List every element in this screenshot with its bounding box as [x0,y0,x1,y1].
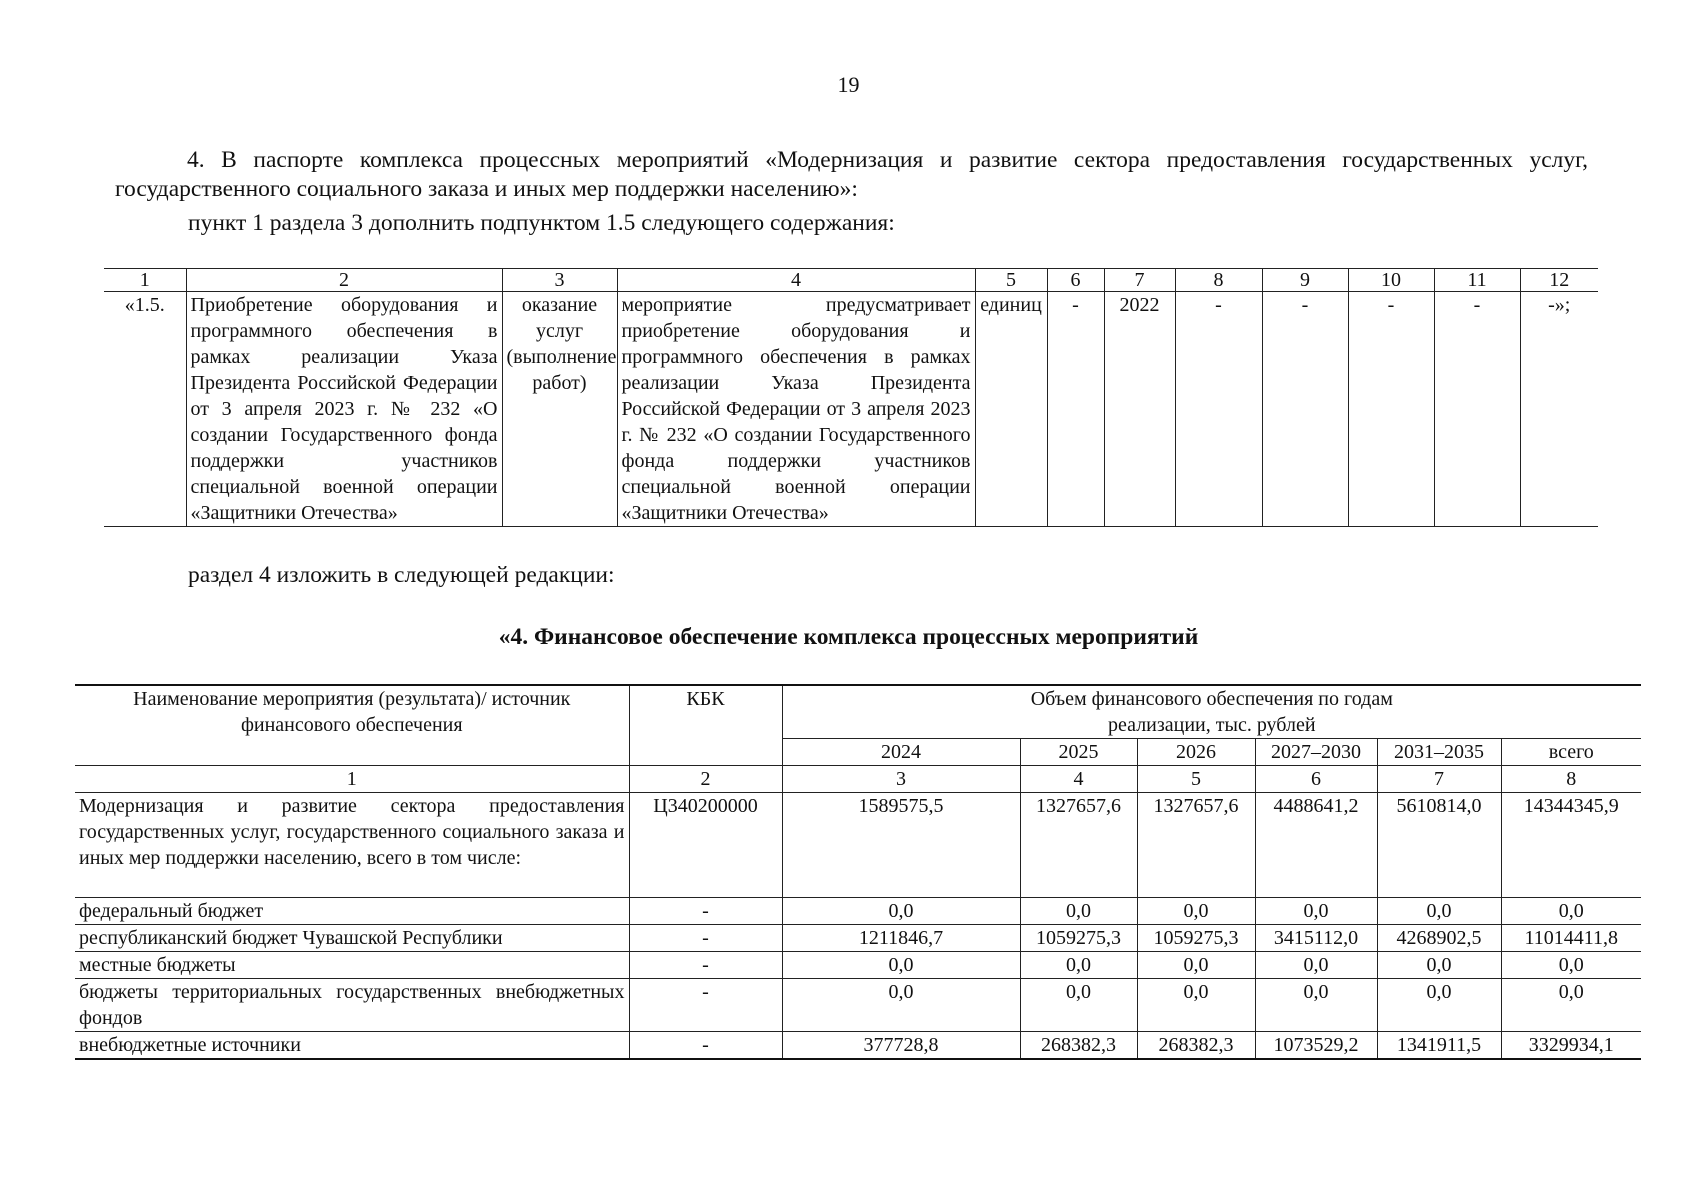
row-value: 268382,3 [1020,1032,1137,1060]
row-value: 0,0 [1020,952,1137,979]
subpoint-description: мероприятие предусматривает приобретение оборудования и программного обеспечения в рамках реализации Указа Президента Российской Федерации от 3 апреля 2023 г. № 232 «О создании Государственного фонда поддержки участников специальной военной операции «Защитники Отечества» [617,292,975,527]
row-value: 1327657,6 [1137,793,1255,898]
row-value: 0,0 [1020,979,1137,1032]
subpoint-table-header-row [104,269,1598,292]
row-name: Модернизация и развитие сектора предоставления государственных услуг, государственного социального заказа и иных мер поддержки населению, всего в том числе: [75,793,629,898]
financing-row-republican [75,925,1641,952]
header-year: 2027–2030 [1255,739,1377,766]
section-title: «4. Финансовое обеспечение комплекса процессных мероприятий [498,624,1199,650]
row-value: 1073529,2 [1255,1032,1377,1060]
row-value: 1341911,5 [1377,1032,1501,1060]
paragraph-amendment-intro: 4. В паспорте комплекса процессных мероприятий «Модернизация и развитие сектора предоставления государственных услуг, государственного социального заказа и иных мер поддержки населению»: [115,147,1588,202]
subpoint-cell: - [1262,292,1348,527]
header-year: 2025 [1020,739,1137,766]
paragraph-section-instruction: раздел 4 изложить в следующей редакции: [188,562,615,588]
row-value: 0,0 [1501,898,1641,925]
column-number: 6 [1255,766,1377,793]
row-name: республиканский бюджет Чувашской Республики [75,925,629,952]
row-value: 0,0 [1137,952,1255,979]
header-kbk: КБК [629,685,782,766]
financing-table [75,684,1641,1060]
row-value: 14344345,9 [1501,793,1641,898]
subpoint-table [104,268,1598,527]
row-kbk: - [629,979,782,1032]
row-value: 0,0 [1377,979,1501,1032]
subpoint-cell: - [1348,292,1434,527]
row-value: 1589575,5 [782,793,1020,898]
row-name: федеральный бюджет [75,898,629,925]
header-name: Наименование мероприятия (результата)/ источник финансового обеспечения [75,685,629,766]
financing-column-numbers [75,766,1641,793]
row-value: 0,0 [1255,979,1377,1032]
column-number: 1 [75,766,629,793]
row-value: 4488641,2 [1255,793,1377,898]
row-value: 377728,8 [782,1032,1020,1060]
financing-row-extrabudgetary-funds [75,979,1641,1032]
subpoint-year: 2022 [1104,292,1175,527]
paragraph-subpoint-instruction: пункт 1 раздела 3 дополнить подпунктом 1.5 следующего содержания: [188,210,895,236]
row-value: 0,0 [1137,898,1255,925]
subpoint-number: «1.5. [104,292,186,527]
column-number: 8 [1501,766,1641,793]
header-total: всего [1501,739,1641,766]
financing-row-federal [75,898,1641,925]
column-number: 10 [1348,269,1434,292]
row-kbk: - [629,1032,782,1060]
row-kbk: - [629,925,782,952]
subpoint-cell: - [1175,292,1262,527]
column-number: 5 [1137,766,1255,793]
financing-row-total [75,793,1641,898]
row-value: 1059275,3 [1020,925,1137,952]
row-value: 0,0 [1501,952,1641,979]
row-value: 1211846,7 [782,925,1020,952]
subpoint-table-row [104,292,1598,527]
subpoint-unit: единиц [975,292,1047,527]
column-number: 5 [975,269,1047,292]
subpoint-cell: - [1434,292,1520,527]
row-value: 0,0 [782,952,1020,979]
row-value: 1327657,6 [1020,793,1137,898]
header-year: 2026 [1137,739,1255,766]
column-number: 7 [1104,269,1175,292]
header-volume: Объем финансового обеспечения по годам реализации, тыс. рублей [782,685,1641,739]
subpoint-cell: - [1047,292,1104,527]
column-number: 11 [1434,269,1520,292]
row-kbk: - [629,952,782,979]
column-number: 9 [1262,269,1348,292]
row-kbk: Ц340200000 [629,793,782,898]
column-number: 3 [782,766,1020,793]
row-value: 0,0 [1377,898,1501,925]
column-number: 4 [617,269,975,292]
column-number: 2 [186,269,502,292]
row-value: 0,0 [1255,898,1377,925]
column-number: 12 [1520,269,1598,292]
row-value: 0,0 [1255,952,1377,979]
row-value: 11014411,8 [1501,925,1641,952]
row-value: 0,0 [782,979,1020,1032]
column-number: 7 [1377,766,1501,793]
row-name: бюджеты территориальных государственных внебюджетных фондов [75,979,629,1032]
financing-row-local [75,952,1641,979]
column-number: 3 [502,269,617,292]
column-number: 1 [104,269,186,292]
row-value: 0,0 [1377,952,1501,979]
row-value: 1059275,3 [1137,925,1255,952]
row-value: 0,0 [1020,898,1137,925]
subpoint-name: Приобретение оборудования и программного обеспечения в рамках реализации Указа Президента Российской Федерации от 3 апреля 2023 г. № 232 «О создании Государственного фонда поддержки участников специальной военной операции «Защитники Отечества» [186,292,502,527]
row-value: 268382,3 [1137,1032,1255,1060]
column-number: 8 [1175,269,1262,292]
header-year: 2031–2035 [1377,739,1501,766]
row-value: 3329934,1 [1501,1032,1641,1060]
subpoint-type: оказание услуг (выполнение работ) [502,292,617,527]
row-value: 0,0 [1501,979,1641,1032]
page-number: 19 [837,72,860,97]
column-number: 4 [1020,766,1137,793]
row-value: 3415112,0 [1255,925,1377,952]
financing-row-extrabudgetary-sources [75,1032,1641,1060]
column-number: 6 [1047,269,1104,292]
row-value: 0,0 [782,898,1020,925]
header-year: 2024 [782,739,1020,766]
row-value: 5610814,0 [1377,793,1501,898]
row-name: местные бюджеты [75,952,629,979]
row-kbk: - [629,898,782,925]
row-name: внебюджетные источники [75,1032,629,1060]
row-value: 0,0 [1137,979,1255,1032]
column-number: 2 [629,766,782,793]
row-value: 4268902,5 [1377,925,1501,952]
subpoint-cell-last: -»; [1520,292,1598,527]
